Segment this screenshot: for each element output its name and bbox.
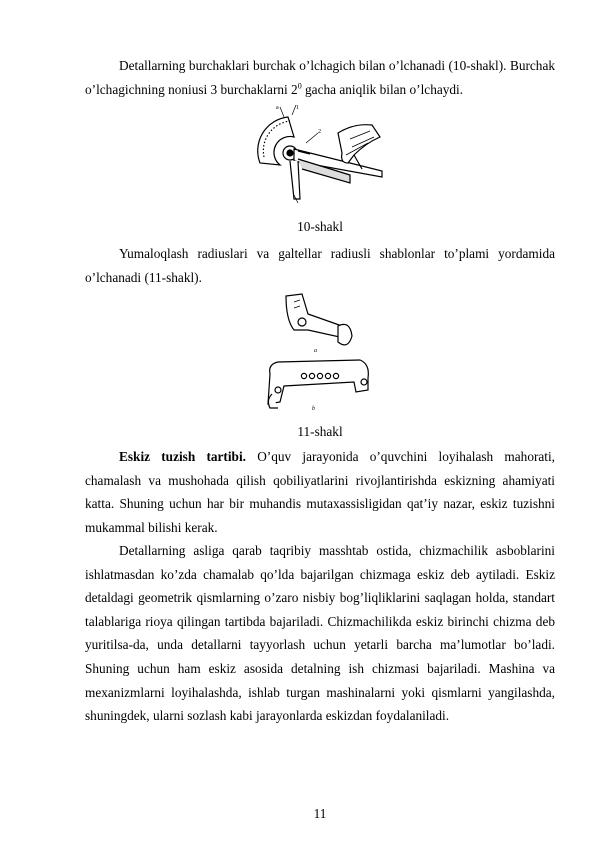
figure-11-caption: 11-shakl: [297, 424, 343, 439]
paragraph-radius-templates: Yumaloqlash radiuslari va galtellar radiusli shablonlar to’plami yordamida o’lchanadi (11-shakl).: [85, 246, 555, 285]
svg-text:b: b: [312, 406, 315, 412]
degree-superscript: 0: [297, 81, 302, 91]
section-heading-inline: Eskiz tuzish tartibi.: [119, 449, 246, 464]
paragraph-text: O’quv jarayonida o’quvchini loyihalash mahorati, chamalash va mushohada qilish qobiliyatlarini rivojlantirishda eskizning ahamiyati katta. Shuning uchun har bir muhandis mutaxassisligidan qat’iy nazar, eskiz tuzishni mukammal bilishi kerak.: [85, 449, 556, 535]
paragraph-sketch-procedure: [85, 445, 555, 539]
figure-11-radius-templates-illustration: [264, 290, 376, 414]
figure-10-protractor-illustration: [250, 103, 384, 213]
paragraph-sketch-definition: Detallarning asliga qarab taqribiy masshtab ostida, chizmachilik asboblarini ishlatmasdan ko’zda chamalab qo’lda bajarilgan chizmaga eskiz deb aytiladi. Eskiz detaldagi geometrik qismlarning o’zaro nisbiy bog’liqliklarini saqlagan holda, standart talablariga rioya qilingan tartibda bajariladi. Chizmachilikda eskiz birinchi chizma deb yuritilsa-da, unda detallarni tayyorlash uchun yetarli barcha ma’lumotlar bo’ladi. Shuning uchun ham eskiz asosida detalning ish chizmasi bajariladi. Mashina va mexanizmlarni loyihalashda, ishlab turgan mashinalarni yoki qismlarni yangilashda, shuningdek, ularni sozlash kabi jarayonlarda eskizdan foydalaniladi.: [85, 543, 555, 724]
figure-10-caption: 10-shakl: [297, 219, 343, 234]
svg-text:a: a: [314, 348, 317, 354]
paragraph-text: gacha aniqlik bilan o’lchaydi.: [301, 81, 464, 97]
svg-text:1: 1: [296, 105, 299, 111]
page-number: 11: [313, 806, 327, 821]
svg-text:2: 2: [318, 129, 321, 135]
svg-text:a: a: [276, 105, 279, 111]
paragraph-angle-measure: [85, 54, 555, 101]
paragraph-text: Detallarning burchaklari burchak o’lchagich bilan o’lchanadi (10-shakl). Burchak o’lchagichning noniusi 3 burchaklarni 2: [85, 58, 555, 97]
